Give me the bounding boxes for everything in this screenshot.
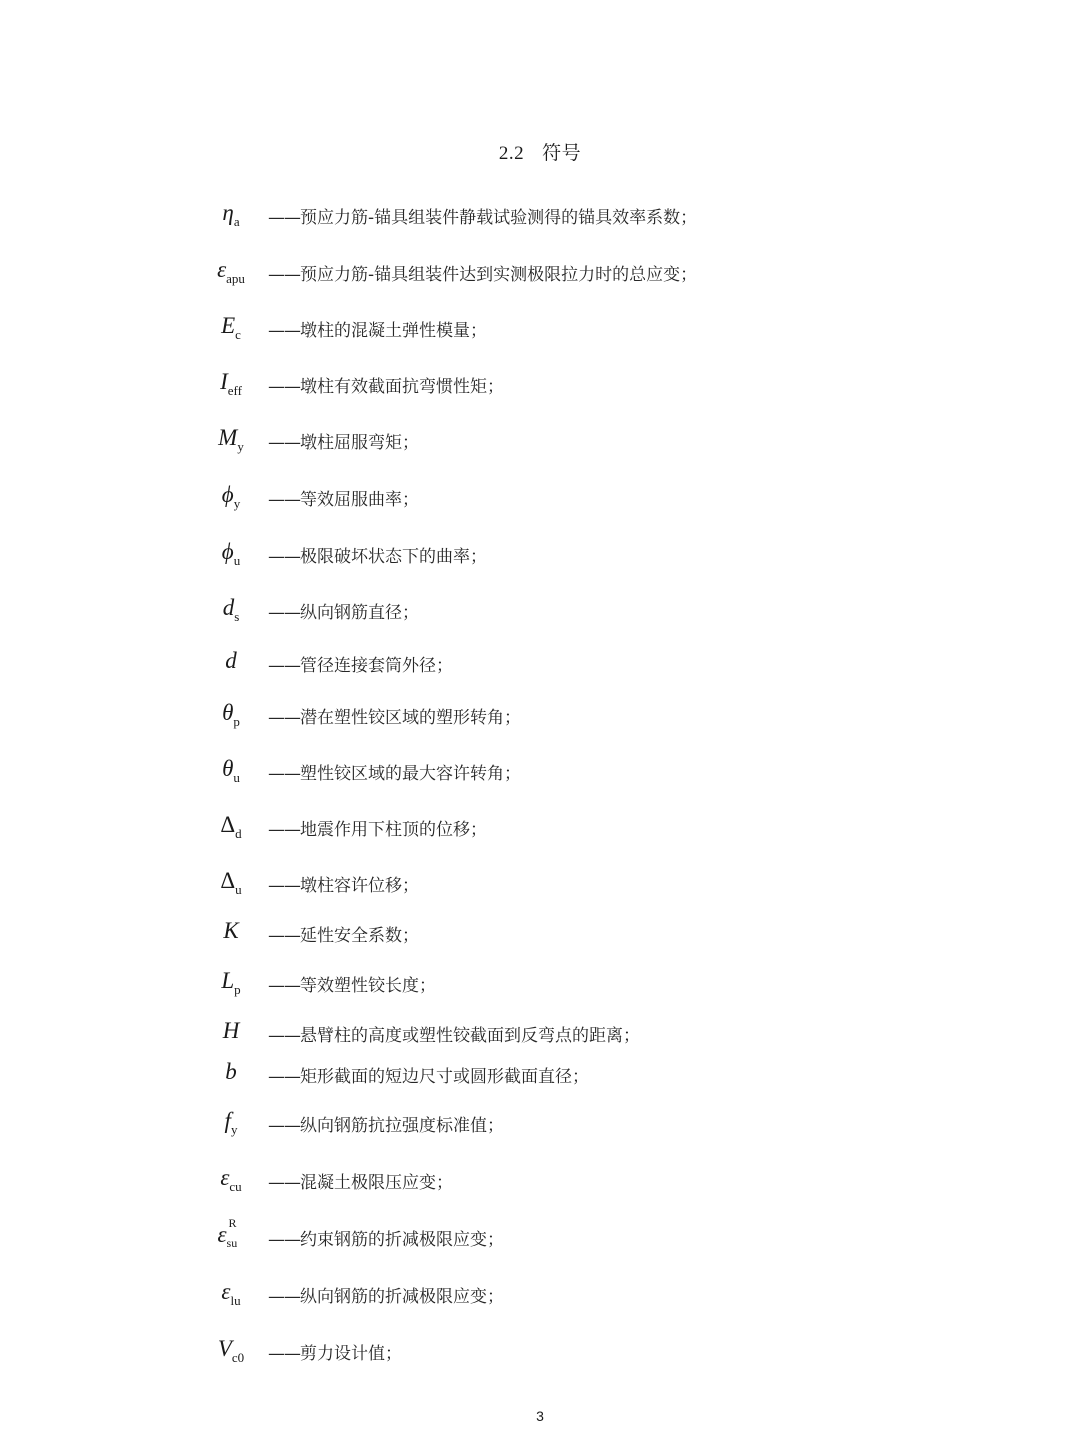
symbol-description: ——等效屈服曲率； xyxy=(268,490,419,510)
symbol-row xyxy=(0,868,1080,908)
symbol: $d_s$ xyxy=(222,595,240,624)
symbol-row xyxy=(0,812,1080,852)
symbol: $V_{c0}$ xyxy=(217,1336,245,1365)
symbol-row xyxy=(0,1108,1080,1148)
symbol-row xyxy=(0,595,1080,635)
symbol-description: ——延性安全系数； xyxy=(268,926,419,946)
symbol: d xyxy=(225,648,237,673)
symbol-row xyxy=(0,1018,1080,1058)
symbol-description: ——约束钢筋的折减极限应变； xyxy=(268,1230,504,1250)
section-number: 2.2 xyxy=(498,143,525,164)
symbol: ε R su xyxy=(217,1216,238,1250)
symbol: $\varepsilon_{apu}$ xyxy=(217,257,245,286)
symbol-description: ——墩柱的混凝土弹性模量； xyxy=(268,321,487,341)
symbol-description: ——纵向钢筋的折减极限应变； xyxy=(268,1287,504,1307)
symbol-row xyxy=(0,968,1080,1008)
symbol: K xyxy=(223,918,239,943)
symbol: $\Delta_d$ xyxy=(220,812,242,841)
symbol-description: ——预应力筋-锚具组装件静载试验测得的锚具效率系数； xyxy=(268,208,698,228)
symbol-row xyxy=(0,1279,1080,1319)
symbol: $M_y$ xyxy=(218,425,244,454)
symbol-description: ——潜在塑性铰区域的塑形转角； xyxy=(268,708,521,728)
symbol: $L_p$ xyxy=(221,968,241,997)
symbol: $I_{eff}$ xyxy=(220,369,242,398)
section-title: 符号 xyxy=(542,142,582,164)
symbol-description: ——等效塑性铰长度； xyxy=(268,976,436,996)
symbol-row xyxy=(0,756,1080,796)
symbol-description: ——墩柱容许位移； xyxy=(268,876,419,896)
symbol-row xyxy=(0,648,1080,688)
symbol-row xyxy=(0,369,1080,409)
symbol-row xyxy=(0,482,1080,522)
symbol-row xyxy=(0,918,1080,958)
symbol-description: ——混凝土极限压应变； xyxy=(268,1173,453,1193)
symbol-row xyxy=(0,700,1080,740)
symbol: $f_y$ xyxy=(224,1108,238,1137)
symbol-row xyxy=(0,1059,1080,1099)
symbol-description: ——地震作用下柱顶的位移； xyxy=(268,820,487,840)
symbol-description: ——悬臂柱的高度或塑性铰截面到反弯点的距离； xyxy=(268,1026,640,1046)
symbol-row xyxy=(0,257,1080,297)
symbol-description: ——管径连接套筒外径； xyxy=(268,656,453,676)
symbol-description: ——墩柱屈服弯矩； xyxy=(268,433,419,453)
symbol: b xyxy=(225,1059,237,1084)
symbol: H xyxy=(222,1018,240,1043)
symbol-row xyxy=(0,313,1080,353)
symbol: $\phi_y$ xyxy=(221,482,241,511)
symbol: $\varepsilon_{lu}$ xyxy=(221,1279,241,1308)
section-heading xyxy=(0,138,1080,165)
symbol-row xyxy=(0,539,1080,579)
symbol-row xyxy=(0,425,1080,465)
symbol: $\theta_p$ xyxy=(222,700,240,729)
symbol-description: ——矩形截面的短边尺寸或圆形截面直径； xyxy=(268,1067,589,1087)
symbol-description: ——预应力筋-锚具组装件达到实测极限拉力时的总应变； xyxy=(268,265,698,285)
symbol-row xyxy=(0,1336,1080,1376)
symbol-description: ——极限破坏状态下的曲率； xyxy=(268,547,487,567)
symbol: $\phi_u$ xyxy=(221,539,241,568)
page-number: 3 xyxy=(536,1408,544,1424)
symbol-description: ——墩柱有效截面抗弯惯性矩； xyxy=(268,377,504,397)
symbol-description: ——剪力设计值； xyxy=(268,1344,402,1364)
symbol: $\theta_u$ xyxy=(222,756,240,785)
symbol: $\eta_a$ xyxy=(222,200,240,229)
symbol: $\Delta_u$ xyxy=(220,868,242,897)
symbol-description: ——塑性铰区域的最大容许转角； xyxy=(268,764,521,784)
symbol: $E_c$ xyxy=(221,313,241,342)
symbol-row xyxy=(0,1165,1080,1205)
symbol-row xyxy=(0,1216,1080,1262)
symbol-description: ——纵向钢筋抗拉强度标准值； xyxy=(268,1116,504,1136)
symbol-row xyxy=(0,200,1080,240)
symbol-description: ——纵向钢筋直径； xyxy=(268,603,419,623)
symbol: $\varepsilon_{cu}$ xyxy=(220,1165,242,1194)
